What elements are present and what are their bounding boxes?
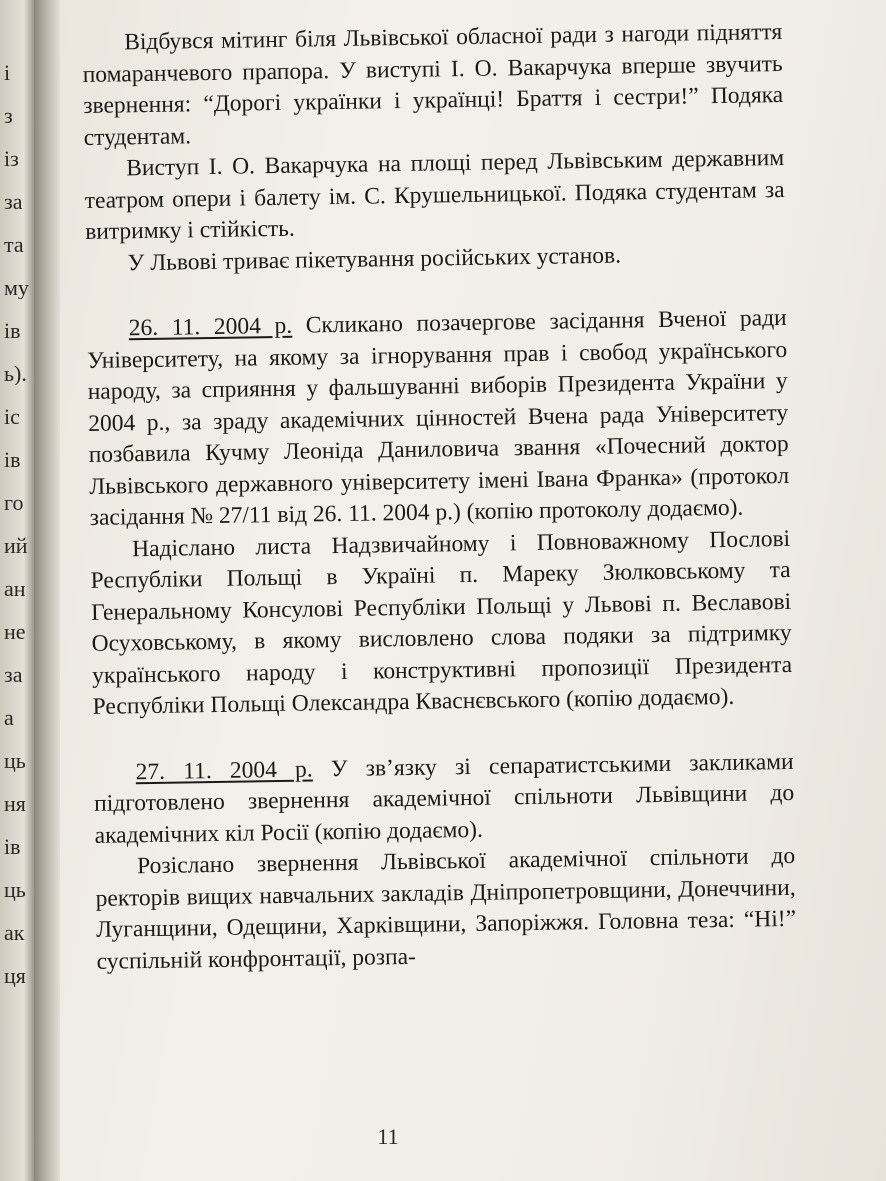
left-page-fragment: за: [4, 191, 23, 213]
paragraph-appeal-rectors: [95, 841, 797, 978]
entry-date: 27. 11. 2004 р.: [135, 755, 313, 785]
left-page-fragment: го: [4, 492, 24, 514]
entry-26-11-2004: [86, 303, 789, 534]
paragraph-text: Скликано позачергове засідання Вченої ради Університету, на якому за ігнорування прав і свобод українського народу, за сприяння у фальшуванні виборів Президента України у 2004 р., за зраду академічних цінностей Вчена рада Університету позбавила Кучму Леоніда Даниловича звання «Почесний доктор Львівського державного університету імені Івана Франка» (протокол засідання № 27/11 від 26. 11. 2004 р.) (копію протоколу додаємо).: [87, 304, 790, 531]
entry-27-11-2004: [93, 746, 794, 851]
page-text: [82, 17, 797, 978]
entry-date: 26. 11. 2004 р.: [128, 312, 293, 342]
left-page-fragment: ць: [4, 750, 26, 772]
left-page-fragment: ів: [4, 449, 21, 471]
left-page-fragment: ня: [4, 793, 26, 815]
left-page-fragment: за: [4, 664, 23, 686]
paragraph-letter-poland: [90, 523, 793, 723]
paragraph-text: Розіслано звернення Львівської академічної спільноти до ректорів вищих навчальних закладів Дніпропетровщини, Донеччини, Луганщини, Одещини, Харківщини, Запоріжжя. Головна теза: “Ні!” суспільній конфронтації, розпа-: [95, 842, 797, 975]
left-page-fragment: ць: [4, 879, 26, 901]
left-page-fragment: ів: [4, 320, 21, 342]
left-page-fragment: та: [4, 234, 24, 256]
left-page-fragment: ан: [4, 578, 26, 600]
paragraph-text: У зв’язку зі сепаратистськими закликами підготовлено звернення академічної спільноти Львівщини до академічних кіл Росії (копію додаємо).: [93, 748, 795, 849]
left-page-fragment: ак: [4, 922, 25, 944]
left-page-fragment: ця: [4, 965, 26, 987]
left-page-fragment: з: [4, 105, 13, 127]
left-page-fragment: а: [4, 707, 14, 729]
left-page-fragment: ів: [4, 836, 21, 858]
paragraph-text: Відбувся мітинг біля Львівської обласної ради з нагоди підняття помаранчевого прапора. У виступі І. О. Вакарчука вперше звучить звернення: “Дорогі українки і українці! Браття і сестри!” Подяка студентам.: [82, 19, 784, 151]
book-page: [60, 0, 886, 1181]
paragraph-text: Надіслано листа Надзвичайному і Повноважному Послові Республіки Польщі в Україні п. Мареку Зюлковському та Генеральному Консулові Республіки Польщі у Львові п. Веславові Осуховському, в якому висловлено слова подяки за підтримку українського народу і конструктивні пропозиції Президента Республіки Польщі Олександра Кваснєвського (копію додаємо).: [90, 525, 793, 720]
left-page-fragment: іс: [4, 406, 20, 428]
paragraph-speech: [84, 143, 785, 248]
left-page-fragment: му: [4, 277, 29, 299]
paragraph-rally: [82, 17, 784, 154]
left-page-fragment: ий: [4, 535, 28, 557]
left-page-fragment: і: [4, 62, 11, 84]
page-number: 11: [377, 1124, 399, 1149]
left-page-fragment: ь).: [4, 363, 27, 385]
left-page-edge: [0, 0, 34, 1181]
paragraph-text: Виступ І. О. Вакарчука на площі перед Львівським державним театром опери і балету ім. С. Крушельницької. Подяка студентам за витримку і стійкість.: [84, 144, 785, 245]
left-page-fragment: із: [4, 148, 19, 170]
left-page-fragment: не: [4, 621, 26, 643]
book-gutter: [34, 0, 60, 1181]
paragraph-text: У Львові триває пікетування російських установ.: [127, 242, 622, 276]
